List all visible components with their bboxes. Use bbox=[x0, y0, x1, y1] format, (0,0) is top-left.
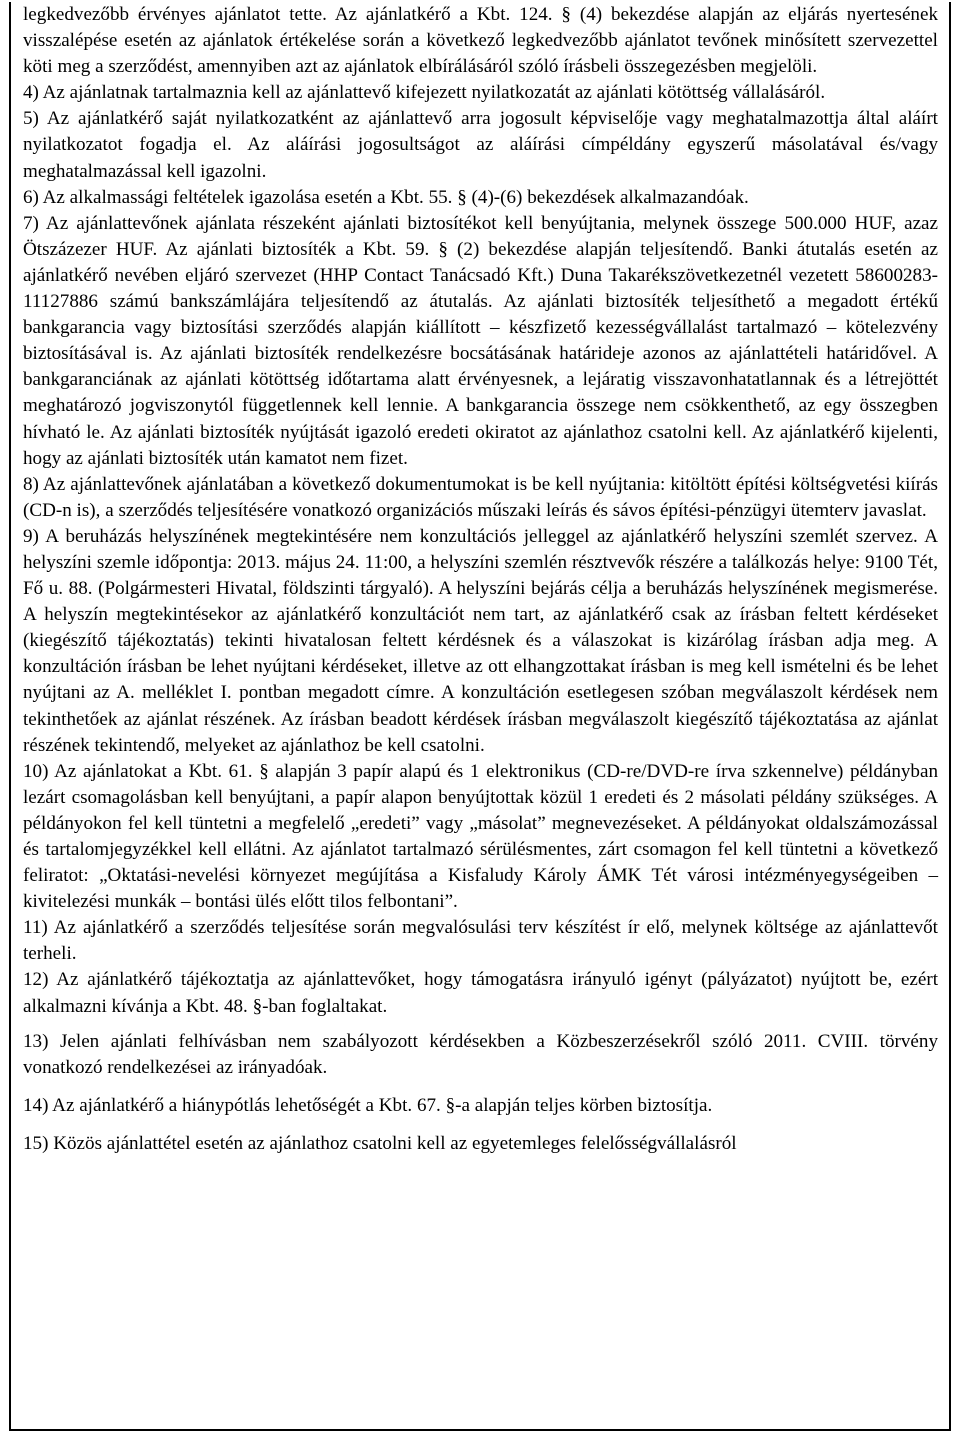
paragraph-11: 11) Az ajánlatkérő a szerződés teljesítése során megvalósulási terv készítést ír elő, melynek költsége az ajánlattevőt terheli. bbox=[23, 917, 938, 965]
paragraph-14: 14) Az ajánlatkérő a hiánypótlás lehetőségét a Kbt. 67. §-a alapján teljes körben biztosítja. bbox=[23, 1094, 713, 1116]
paragraph-15: 15) Közös ajánlattétel esetén az ajánlathoz csatolni kell az egyetemleges felelősségvállalásról bbox=[23, 1132, 737, 1154]
paragraph-7: 7) Az ajánlattevőnek ajánlata részeként ajánlati biztosítékot kell benyújtania, melynek összege 500.000 HUF, azaz Ötszázezer HUF. Az ajánlati biztosíték a Kbt. 59. § (2) bekezdése alapján teljesítendő. Banki átutalás esetén az ajánlatkérő nevében eljáró szervezet (HHP Contact Tanácsadó Kft.) Duna Takarékszövetkezetnél vezetett 58600283-11127886 számú bankszámlájára teljesítendő az átutalás. Az ajánlati biztosíték teljesíthető a megadott értékű bankgarancia vagy biztosítási szerződés alapján kiállított – készfizető kezességvállalást tartalmazó – kötelezvény biztosításával is. Az ajánlati biztosíték rendelkezésre bocsátásának határideje azonos az ajánlattételi határidővel. A bankgaranciának az ajánlati kötöttség időtartama alatt érvényesnek, a lejáratig visszavonhatatlannak és a létrejöttét meghatározó jogviszonytól függetlennek kell lennie. A bankgarancia összege nem csökkenthető, az egy összegben hívható le. Az ajánlati biztosíték nyújtását igazoló eredeti okiratot az ajánlathoz csatolni kell. Az ajánlatkérő kijelenti, hogy az ajánlati biztosíték után kamatot nem fizet. bbox=[23, 212, 938, 469]
paragraph-13: 13) Jelen ajánlati felhívásban nem szabályozott kérdésekben a Közbeszerzésekről szóló 2011. CVIII. törvény vonatkozó rendelkezései az irányadóak. bbox=[23, 1030, 938, 1078]
paragraph-6: 6) Az alkalmassági feltételek igazolása esetén a Kbt. 55. § (4)-(6) bekezdések alkalmazandóak. bbox=[23, 186, 749, 208]
paragraph-8: 8) Az ajánlattevőnek ajánlatában a következő dokumentumokat is be kell nyújtania: kitöltött építési költségvetési kiírás (CD-n is), a szerződés teljesítésére vonatkozó organizációs műszaki leírás és sávos építési-pénzügyi ütemterv javaslat. bbox=[23, 473, 938, 521]
paragraph-intro: legkedvezőbb érvényes ajánlatot tette. Az ajánlatkérő a Kbt. 124. § (4) bekezdése alapján az eljárás nyertesének visszalépése esetén az ajánlatok értékelése során a következő legkedvezőbb ajánlatot tevőnek minősített szervezettel köti meg a szerződést, amennyiben azt az ajánlatok elbírálásáról szóló írásbeli összegezésben megjelöli. bbox=[23, 4, 938, 78]
paragraph-10: 10) Az ajánlatokat a Kbt. 61. § alapján 3 papír alapú és 1 elektronikus (CD-re/DVD-re írva szkennelve) példányban lezárt csomagolásban kell benyújtani, a papír alapon benyújtottak közül 1 eredeti és 2 másolati példány szükséges. A példányokon fel kell tüntetni a megfelelő „eredeti” vagy „másolat” megnevezéseket. A példányokat oldalszámozással és tartalomjegyzékkel kell ellátni. Az ajánlatot tartalmazó sérülésmentes, zárt csomagon fel kell tüntetni a következő feliratot: „Oktatási-nevelési környezet megújítása a Kisfaludy Károly ÁMK Tét városi intézményegységeiben – kivitelezési munkák – bontási ülés előtt tilos felbontani”. bbox=[23, 760, 938, 913]
paragraph-12: 12) Az ajánlatkérő tájékoztatja az ajánlattevőket, hogy támogatásra irányuló igényt (pályázatot) nyújtott be, ezért alkalmazni kívánja a Kbt. 48. §-ban foglaltakat. bbox=[23, 969, 938, 1017]
paragraph-4: 4) Az ajánlatnak tartalmaznia kell az ajánlattevő kifejezett nyilatkozatát az ajánlati kötöttség vállalásáról. bbox=[23, 82, 826, 104]
document-page bbox=[9, 2, 951, 1431]
paragraph-5: 5) Az ajánlatkérő saját nyilatkozatként az ajánlattevő arra jogosult képviselője vagy meghatalmazottja által aláírt nyilatkozatot fogadja el. Az aláírási jogosultságot az aláírási címpéldány egyszerű másolatával és/vagy meghatalmazással kell igazolni. bbox=[23, 108, 938, 182]
paragraph-9: 9) A beruházás helyszínének megtekintésére nem konzultációs jelleggel az ajánlatkérő helyszíni szemlét szervez. A helyszíni szemle időpontja: 2013. május 24. 11:00, a helyszíni szemlén résztvevők részére a találkozás helye: 9100 Tét, Fő u. 88. (Polgármesteri Hivatal, földszinti tárgyaló). A helyszíni bejárás célja a beruházás helyszínének megismerése. A helyszín megtekintésekor az ajánlatkérő konzultációt nem tart, az ajánlatkérő csak az írásban feltett kérdéseket (kiegészítő tájékoztatás) tekinti hivatalosan feltett kérdésnek és a válaszokat is kizárólag írásban adja meg. A konzultáción írásban be lehet nyújtani kérdéseket, illetve az ott elhangzottakat írásban is meg kell ismételni és be lehet nyújtani az A. melléklet I. pontban megadott címre. A konzultáción esetlegesen szóban megválaszolt kérdések nem tekinthetőek az ajánlat részének. Az írásban beadott kérdések írásban megválaszolt kiegészítő tájékoztatása az ajánlat részének tekintendő, melyeket az ajánlathoz be kell csatolni. bbox=[23, 525, 938, 756]
